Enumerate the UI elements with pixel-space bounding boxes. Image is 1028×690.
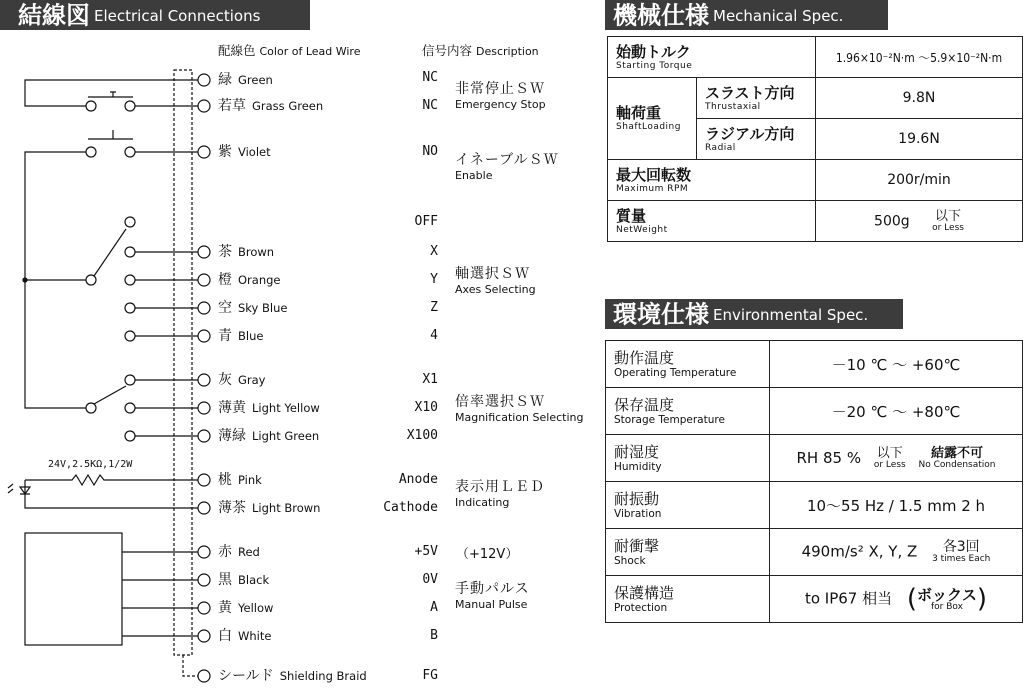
resistor (25, 475, 198, 485)
led-wire (25, 480, 198, 508)
signal-black: 0V (422, 572, 438, 587)
group-emergency-stop: 非常停止ＳＷ Emergency Stop (455, 81, 546, 111)
thrust-value: 9.8N (816, 78, 1023, 119)
protection-label-en: Protection (614, 602, 668, 614)
axis-contact-z (125, 303, 135, 313)
enable-bar (88, 130, 133, 139)
humidity-label: 耐湿度 (614, 443, 660, 461)
radial-label: ラジアル方向 (705, 124, 795, 143)
terminal-light-brown (198, 502, 210, 514)
terminal-pink (198, 474, 210, 486)
row-humidity (606, 435, 1023, 482)
signal-orange: Y (430, 272, 438, 287)
group-axes-selecting: 軸選択ＳＷ Axes Selecting (455, 266, 536, 296)
humidity-cond-jp: 結露不可 (930, 445, 983, 461)
wire-label-blue: 青 Blue (218, 328, 264, 344)
wire-color-header-en: Color of Lead Wire (259, 45, 361, 58)
axis-wiper (94, 229, 126, 276)
max-rpm-value: 200r/min (816, 160, 1023, 201)
row-thrust (608, 78, 1023, 119)
wire-label-light-yellow: 薄黄 Light Yellow (218, 400, 320, 416)
starting-torque-label: 始動トルク (616, 42, 691, 61)
wire-label-yellow: 黄 Yellow (218, 600, 274, 616)
mechanical-title-en: Mechanical Spec. (713, 6, 844, 25)
enable-contact-left (86, 147, 96, 157)
wire-label-red: 赤 Red (218, 544, 260, 560)
electrical-title-en: Electrical Connections (94, 6, 261, 25)
shield-drain (183, 655, 198, 676)
max-rpm-label: 最大回転数 (616, 165, 692, 184)
signal-white: B (430, 628, 438, 643)
weight-label: 質量 (616, 206, 647, 225)
thrust-label: スラスト方向 (705, 83, 795, 102)
row-weight (608, 201, 1023, 242)
shaft-loading-label: 軸荷重 (616, 104, 662, 122)
estop-contact-left (86, 101, 96, 111)
mechanical-spec-table (607, 36, 1023, 242)
mechanical-title-jp: 機械仕様 (613, 1, 709, 30)
terminal-shield (198, 670, 210, 682)
wire-label-sky-blue: 空 Sky Blue (218, 300, 288, 316)
row-shock (606, 529, 1023, 576)
signal-pink: Anode (398, 472, 438, 487)
axis-contact-y (125, 275, 135, 285)
weight-label-en: NetWeight (616, 224, 668, 235)
op-temp-value: －10 ℃ ～ +60℃ (770, 341, 1023, 388)
vibration-value: 10～55 Hz / 1.5 mm 2 h (770, 482, 1023, 529)
humidity-less-jp: 以下 (876, 445, 903, 461)
starting-torque-value: 1.96×10⁻²N·m ～5.9×10⁻²N·m (816, 37, 1023, 78)
wire-label-orange: 橙 Orange (218, 272, 281, 288)
wire-label-black: 黒 Black (218, 572, 270, 588)
op-temp-label-en: Operating Temperature (614, 367, 737, 379)
signal-sky-blue: Z (430, 300, 438, 315)
mechanical-header (605, 0, 888, 30)
vibration-label: 耐振動 (614, 490, 660, 508)
max-rpm-label-en: Maximum RPM (616, 183, 689, 194)
row-max-rpm (608, 160, 1023, 201)
mag-contact-x1 (125, 375, 135, 385)
wire-label-brown: 茶 Brown (218, 244, 275, 260)
mag-contact-x100 (125, 431, 135, 441)
terminal-blue (198, 330, 210, 342)
voltage-alt: （+12V） (456, 547, 519, 562)
terminal-violet (198, 146, 210, 158)
led-symbol (8, 484, 30, 494)
thrust-label-en: Thrustaxial (705, 101, 761, 112)
mag-common (86, 403, 96, 413)
wire-label-white: 白 White (218, 628, 272, 644)
protection-value: to IP67 相当 (804, 589, 893, 608)
environmental-header (605, 299, 903, 329)
shock-label: 耐衝撃 (614, 537, 660, 555)
humidity-cond-en: No Condensation (918, 459, 996, 470)
signal-brown: X (430, 244, 438, 259)
wire-label-light-green: 薄緑 Light Green (218, 428, 320, 444)
environmental-title-en: Environmental Spec. (713, 305, 869, 324)
terminal-gray (198, 374, 210, 386)
enable-contact-right (125, 147, 135, 157)
storage-temp-value: －20 ℃ ～ +80℃ (770, 388, 1023, 435)
terminal-yellow (198, 602, 210, 614)
wire-label-pink: 桃 Pink (218, 472, 262, 488)
enable-wire (25, 152, 198, 404)
estop-plunger (110, 92, 116, 97)
axis-contact-off (125, 217, 135, 227)
signal-light-yellow: X10 (414, 400, 438, 415)
row-storage-temp (606, 388, 1023, 435)
op-temp-label: 動作温度 (614, 349, 675, 367)
weight-value: 500g (874, 213, 910, 229)
terminal-sky-blue (198, 302, 210, 314)
signal-red: +5V (414, 544, 438, 559)
mag-wires (25, 380, 198, 436)
group-indicating: 表示用ＬＥＤ Indicating (455, 479, 545, 509)
shield-braid-outline (174, 70, 192, 655)
axis-common (86, 275, 96, 285)
environmental-spec-table (605, 340, 1023, 623)
wire-label-grass-green: 若草 Grass Green (218, 98, 324, 114)
humidity-label-en: Humidity (614, 461, 662, 473)
radial-value: 19.6N (816, 119, 1023, 160)
environmental-title-jp: 環境仕様 (613, 300, 709, 329)
storage-temp-label-en: Storage Temperature (614, 414, 725, 426)
axis-contact-x (125, 247, 135, 257)
group-enable: イネーブルＳＷ Enable (455, 152, 559, 182)
humidity-value: RH 85 % (796, 448, 862, 467)
description-header-jp: 信号内容 (422, 43, 473, 58)
protection-label: 保護構造 (614, 584, 675, 602)
row-vibration (606, 482, 1023, 529)
terminal-light-green (198, 430, 210, 442)
terminal-orange (198, 274, 210, 286)
weight-less-jp: 以下 (935, 208, 962, 224)
terminal-green (198, 74, 210, 86)
estop-wire (25, 80, 198, 106)
mag-contact-x10 (125, 403, 135, 413)
weight-less-en: or Less (932, 222, 964, 233)
signal-light-brown: Cathode (383, 500, 438, 515)
description-header-en: Description (476, 45, 539, 58)
row-protection: 保護構造 Protection to IP67 相当 ( ボックス for Box ) (606, 576, 1023, 623)
signal-off: OFF (414, 214, 438, 229)
terminal-white (198, 630, 210, 642)
row-starting-torque (608, 37, 1023, 78)
starting-torque-label-en: Starting Torque (616, 60, 693, 71)
row-op-temp (606, 341, 1023, 388)
terminal-grass-green (198, 100, 210, 112)
protection-box-en: for Box (930, 601, 963, 612)
junction-dot (23, 278, 27, 282)
signal-shield: FG (422, 668, 438, 683)
wire-label-shield: シールド Shielding Braid (218, 668, 367, 684)
signal-yellow: A (430, 600, 438, 615)
signal-grass-green: NC (422, 98, 438, 113)
estop-contact-right (125, 101, 135, 111)
shock-label-en: Shock (614, 555, 646, 567)
terminal-brown (198, 246, 210, 258)
electrical-title-jp: 結線図 (18, 1, 90, 30)
signal-green: NC (422, 70, 438, 85)
resistor-label: 24V,2.5KΩ,1/2W (48, 459, 133, 470)
group-magnification: 倍率選択ＳＷ Magnification Selecting (455, 394, 584, 424)
signal-blue: 4 (430, 328, 438, 343)
mag-wiper (94, 386, 126, 404)
wire-label-light-brown: 薄茶 Light Brown (218, 500, 321, 516)
terminal-red (198, 546, 210, 558)
terminal-light-yellow (198, 402, 210, 414)
wire-label-violet: 紫 Violet (218, 144, 271, 160)
manual-pulse-box (25, 533, 122, 645)
signal-gray: X1 (422, 372, 438, 387)
shaft-loading-label-en: ShaftLoading (616, 122, 681, 132)
group-manual-pulse: 手動パルス Manual Pulse (455, 581, 530, 611)
pulse-wires (122, 552, 198, 636)
wire-label-gray: 灰 Gray (218, 372, 266, 388)
shock-times-jp: 各3回 (942, 539, 980, 555)
axis-contact-4 (125, 331, 135, 341)
shock-value: 490m/s² X, Y, Z (801, 542, 918, 561)
storage-temp-label: 保存温度 (614, 396, 675, 414)
humidity-less-en: or Less (873, 459, 906, 470)
vibration-label-en: Vibration (614, 508, 662, 520)
axis-wires (25, 252, 198, 336)
shock-times-en: 3 times Each (932, 554, 991, 564)
wire-label-green: 緑 Green (218, 72, 273, 88)
signal-violet: NO (422, 144, 438, 159)
terminal-black (198, 574, 210, 586)
terminals (198, 74, 210, 682)
wire-color-header-jp: 配線色 (218, 43, 256, 58)
protection-box-jp: ボックス (917, 585, 977, 604)
signal-light-green: X100 (406, 428, 438, 443)
radial-label-en: Radial (705, 142, 736, 153)
